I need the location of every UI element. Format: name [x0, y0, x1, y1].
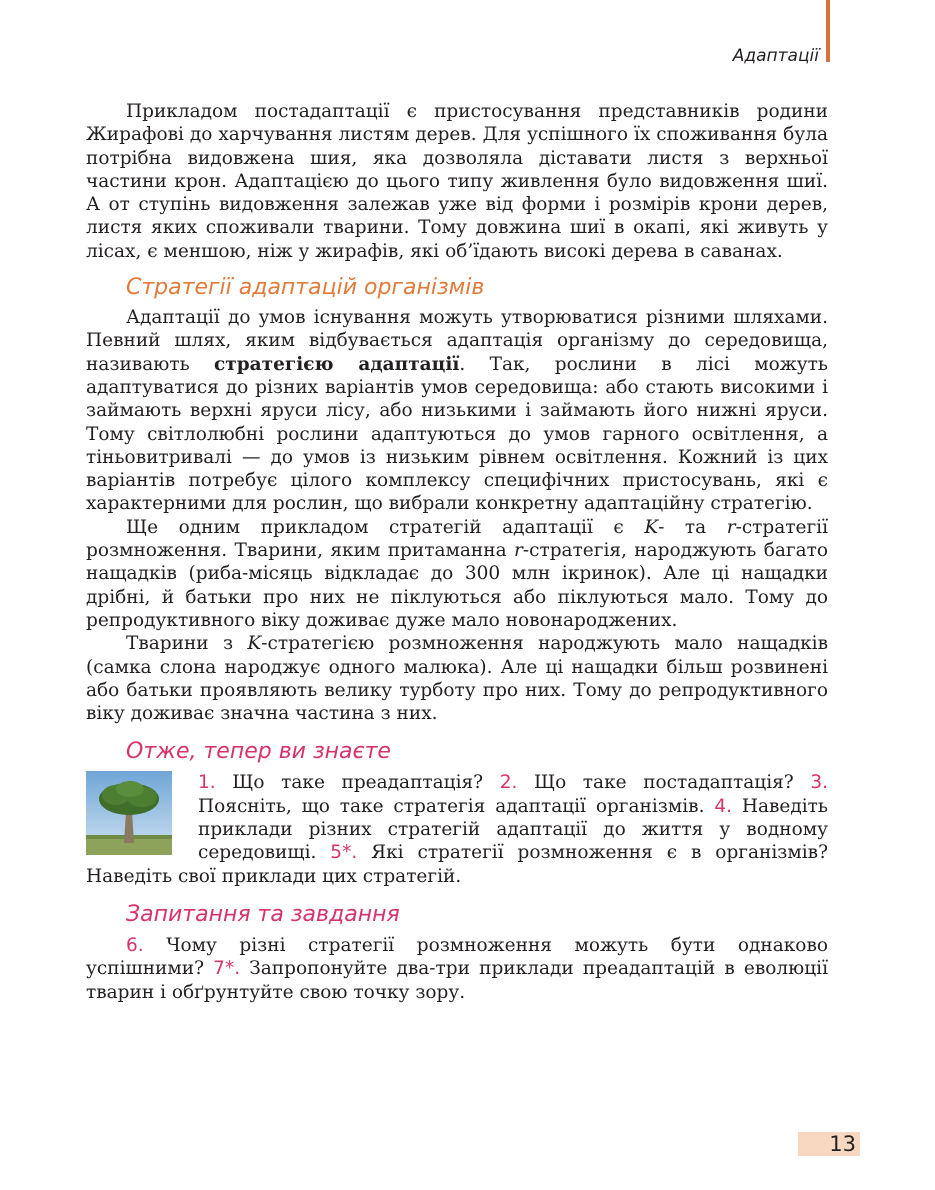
- question-number: 3.: [810, 772, 828, 794]
- paragraph-giraffe: Прикладом постадаптації є пристосування представників родини Жирафові до харчування листям дерев. Для успішного їх споживання була потрібна видовжена шия, яка дозволяла діставати листя з верхньої частини крон. Адаптацією до цього типу живлення було видовження шиї. А от ступінь видовження залежав уже від форми і розмірів крони дерев, листя яких споживали тварини. Тому довжина шиї в окапі, які живуть у лісах, є меншою, ніж у жирафів, які об’їдають високі дерева в саванах.: [86, 101, 828, 262]
- question-number: 2.: [499, 772, 518, 794]
- question-text: Що таке постадаптація?: [533, 772, 794, 794]
- baobab-tree-image: [86, 771, 172, 855]
- now-you-know-questions: [86, 771, 828, 887]
- page-number: 13: [798, 1132, 860, 1156]
- question-number: 1.: [198, 772, 216, 794]
- question-text: Запропонуйте два-три приклади преадаптацій в еволюції тварин і обґрунтуйте свою точку зору.: [86, 958, 828, 1003]
- question-number: 4.: [714, 795, 732, 817]
- question-text: Поясніть, що таке стратегія адаптації організмів.: [198, 795, 705, 817]
- question-number: 5*.: [330, 842, 358, 864]
- tasks-questions: [86, 934, 828, 1004]
- paragraph-k-r-strategies: Ще одним прикладом стратегій адаптації є K- та r-стратегії розмноження. Тварини, яким притаманна r-стратегія, народжують багато нащадків (риба-місяць відкладає до 300 млн ікринок). Але ці нащадки дрібні, й батьки про них не піклуються або піклуються мало. Тому до репродуктивного віку доживає дуже мало новонароджених.: [86, 516, 828, 631]
- term-strategy-of-adaptation: стратегією адаптації: [213, 353, 460, 375]
- paragraph-strategy-definition: Адаптації до умов існування можуть утворюватися різними шляхами. Певний шлях, яким відбувається адаптація організму до середовища, називають стратегією адаптації. Так, рослини в лісі можуть адаптуватися до різних варіантів умов середовища: або стають високими і займають верхні яруси лісу, або низькими і займають його нижні яруси. Тому світлолюбні рослини адаптуються до умов гарного освітлення, а тіньовитривалі — до умов із низьким рівнем освітлення. Кожний із цих варіантів потребує цілого комплексу специфічних пристосувань, які є характерними для рослин, що вибрали конкретну адаптаційну стратегію.: [86, 307, 828, 515]
- now-you-know-block: [86, 771, 828, 887]
- question-text: Чому різні стратегії розмноження можуть бути однаково успішними?: [86, 934, 828, 980]
- question-text: Що таке преадаптація?: [232, 772, 484, 794]
- question-text: Які стратегії розмноження є в організмів? Наведіть свої приклади цих стратегій.: [86, 842, 828, 887]
- header-accent-bar: [826, 0, 830, 62]
- section-heading-now-you-know: Отже, тепер ви знаєте: [126, 739, 391, 765]
- section-heading-strategies: Стратегії адаптацій організмів: [126, 275, 485, 301]
- question-text: Наведіть приклади різних стратегій адаптації до життя у водному середовищі.: [198, 795, 828, 864]
- question-number: 7*.: [213, 958, 241, 980]
- paragraph-k-strategy: Тварини з K-стратегією розмноження народжують мало нащадків (самка слона народжує одного малюка). Але ці нащадки більш розвинені або батьки проявляють велику турботу про них. Тому до репродуктивного віку доживає значна частина з них.: [86, 633, 828, 725]
- question-number: 6.: [126, 934, 144, 956]
- running-title: Адаптації: [732, 46, 819, 66]
- section-heading-questions-tasks: Запитання та завдання: [126, 901, 400, 927]
- page-content: [86, 100, 828, 1004]
